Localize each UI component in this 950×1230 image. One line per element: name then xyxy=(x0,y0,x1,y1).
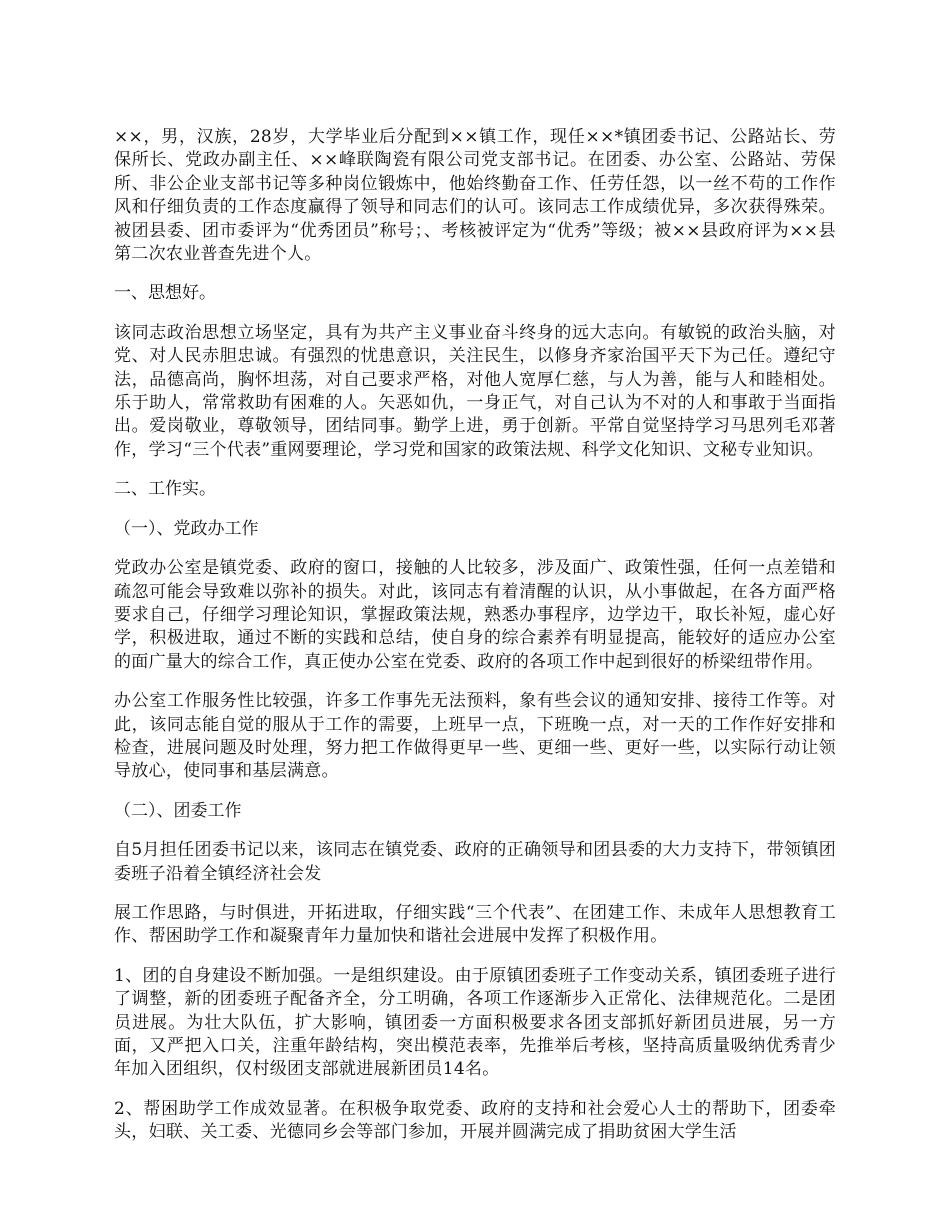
section-heading-work: 二、工作实。 xyxy=(114,479,216,500)
document-body xyxy=(114,126,836,1161)
list-item-student-aid: 2、帮困助学工作成效显著。在积极争取党委、政府的支持和社会爱心人士的帮助下，团委牵头，妇联、关工委、光德同乡会等部门参加，开展并圆满完成了捐助贫困大学生活 xyxy=(114,1098,836,1143)
thought-paragraph: 该同志政治思想立场坚定，具有为共产主义事业奋斗终身的远大志向。有敏锐的政治头脑，对党、对人民赤胆忠诚。有强烈的忧患意识，关注民生，以修身齐家治国平天下为己任。遵纪守法，品德高尚，胸怀坦荡，对自己要求严格，对他人宽厚仁慈，与人为善，能与人和睦相处。乐于助人，常常救助有困难的人。矢恶如仇，一身正气，对自己认为不对的人和事敢于当面指出。爱岗敬业，尊敬领导，团结同事。勤学上进，勇于创新。平常自觉坚持学习马思列毛邓著作，学习“三个代表”重网要理论，学习党和国家的政策法规、科学文化知识、文秘专业知识。 xyxy=(114,322,836,460)
party-office-paragraph-2: 办公室工作服务性比较强，许多工作事先无法预料，象有些会议的通知安排、接待工作等。对此，该同志能自觉的服从于工作的需要，上班早一点，下班晚一点，对一天的工作作好安排和检查，进展问题及时处理，努力把工作做得更早一些、更细一些、更好一些，以实际行动让领导放心，使同事和基层满意。 xyxy=(114,691,836,782)
list-item-league-building: 1、团的自身建设不断加强。一是组织建设。由于原镇团委班子工作变动关系，镇团委班子进行了调整，新的团委班子配备齐全，分工明确，各项工作逐渐步入正常化、法律规范化。二是团员进展。为壮大队伍，扩大影响，镇团委一方面积极要求各团支部抓好新团员进展，另一方面，又严把入口关，注重年龄结构，突出模范表率，先推举后考核，坚持高质量吸纳优秀青少年加入团组织，仅村级团支部就进展新团员14名。 xyxy=(114,965,836,1080)
intro-paragraph: ××，男，汉族，28岁，大学毕业后分配到××镇工作，现任××*镇团委书记、公路站长、劳保所长、党政办副主任、××峰联陶瓷有限公司党支部书记。在团委、办公室、公路站、劳保所、非公企业支部书记等多种岗位锻炼中，他始终勤奋工作、任劳任怨，以一丝不苟的工作作风和仔细负责的工作态度赢得了领导和同志们的认可。该同志工作成绩优异，多次获得殊荣。被团县委、团市委评为“优秀团员”称号；、考核被评定为“优秀”等级；被××县政府评为××县第二次农业普查先进个人。 xyxy=(114,127,836,265)
youth-league-paragraph-2: 展工作思路，与时俱进，开拓进取，仔细实践“三个代表”、在团建工作、未成年人思想教育工作、帮困助学工作和凝聚青年力量加快和谐社会进展中发挥了积极作用。 xyxy=(114,902,836,947)
subsection-heading-party-office: （一）、党政办工作 xyxy=(114,518,259,539)
section-heading-thought: 一、思想好。 xyxy=(114,283,216,304)
youth-league-paragraph-1: 自5月担任团委书记以来，该同志在镇党委、政府的正确领导和团县委的大力支持下，带领镇团委班子沿着全镇经济社会发 xyxy=(114,840,836,884)
subsection-heading-youth-league: （二）、团委工作 xyxy=(114,800,242,821)
party-office-paragraph-1: 党政办公室是镇党委、政府的窗口，接触的人比较多，涉及面广、政策性强，任何一点差错和疏忽可能会导致难以弥补的损失。对此，该同志有着清醒的认识，从小事做起，在各方面严格要求自己，仔细学习理论知识，掌握政策法规，熟悉办事程序，边学边干，取长补短，虚心好学，积极进取，通过不断的实践和总结，使自身的综合素养有明显提高，能较好的适应办公室的面广量大的综合工作，真正使办公室在党委、政府的各项工作中起到很好的桥梁纽带作用。 xyxy=(114,558,836,672)
